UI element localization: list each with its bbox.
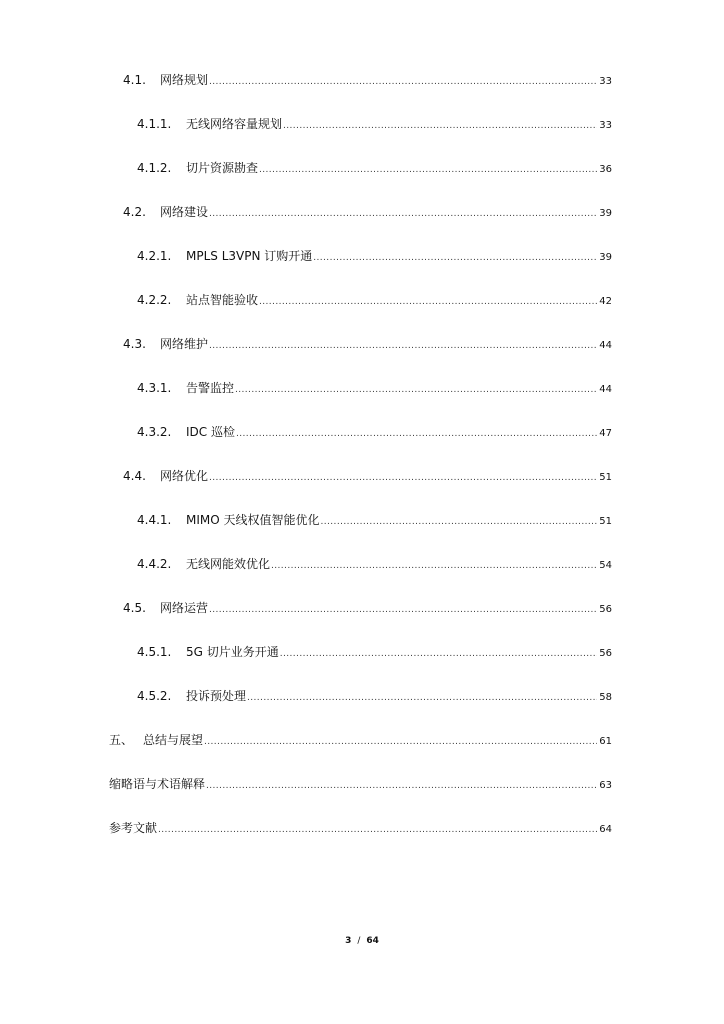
toc-dot-leader <box>209 336 597 356</box>
toc-dot-leader <box>235 380 597 400</box>
toc-dot-leader <box>247 688 597 708</box>
toc-entry-page: 58 <box>599 692 612 703</box>
toc-entry-page: 51 <box>599 516 612 527</box>
current-page-number: 3 <box>345 936 352 946</box>
toc-entry-title: 网络维护 <box>160 337 209 351</box>
toc-entry-page: 56 <box>599 648 612 659</box>
toc-entry-4-2-1[interactable] <box>137 246 612 266</box>
toc-entry-page: 47 <box>599 428 612 439</box>
toc-entry-4-3-1[interactable] <box>137 378 612 398</box>
toc-entry-title: MIMO 天线权值智能优化 <box>186 513 320 527</box>
toc-entry-title: 网络建设 <box>160 205 209 219</box>
toc-dot-leader <box>209 600 597 620</box>
toc-entry-title: 投诉预处理 <box>186 689 247 703</box>
toc-entry-number: 4.1.2. <box>137 161 172 175</box>
toc-entry-number: 4.3. <box>123 337 146 351</box>
toc-entry-page: 56 <box>599 604 612 615</box>
toc-entry-4-3[interactable] <box>123 334 612 354</box>
toc-entry-4-1-1[interactable] <box>137 114 612 134</box>
toc-dot-leader <box>209 204 597 224</box>
toc-entry-page: 61 <box>599 736 612 747</box>
toc-entry-number: 4.1. <box>123 73 146 87</box>
toc-entry-4-4[interactable] <box>123 466 612 486</box>
toc-dot-leader <box>236 424 597 444</box>
toc-dot-leader <box>206 776 597 796</box>
toc-entry-title: 网络规划 <box>160 73 209 87</box>
toc-entry-title: 无线网能效优化 <box>186 557 271 571</box>
toc-entry-number: 五、 <box>109 733 134 747</box>
toc-entry-page: 33 <box>599 120 612 131</box>
toc-entry-4-1-2[interactable] <box>137 158 612 178</box>
toc-entry-references[interactable] <box>109 818 612 838</box>
toc-entry-number: 4.3.1. <box>137 381 172 395</box>
toc-dot-leader <box>280 644 598 664</box>
toc-entry-title: 5G 切片业务开通 <box>186 645 279 659</box>
toc-entry-4-4-2[interactable] <box>137 554 612 574</box>
toc-entry-page: 64 <box>599 824 612 835</box>
toc-entry-title: 网络优化 <box>160 469 209 483</box>
toc-entry-number: 4.2. <box>123 205 146 219</box>
total-page-count: 64 <box>366 936 379 946</box>
toc-entry-page: 44 <box>599 384 612 395</box>
toc-dot-leader <box>158 820 597 840</box>
toc-entry-title: 总结与展望 <box>143 733 204 747</box>
toc-dot-leader <box>283 116 597 136</box>
toc-entry-4-3-2[interactable] <box>137 422 612 442</box>
page-number-separator: / <box>357 936 361 946</box>
toc-entry-number: 4.5. <box>123 601 146 615</box>
toc-entry-title: 告警监控 <box>186 381 235 395</box>
toc-entry-number: 4.4.2. <box>137 557 172 571</box>
toc-entry-page: 39 <box>599 252 612 263</box>
toc-entry-number: 4.4.1. <box>137 513 172 527</box>
toc-dot-leader <box>209 72 597 92</box>
toc-dot-leader <box>209 468 597 488</box>
toc-entry-page: 63 <box>599 780 612 791</box>
toc-entry-page: 51 <box>599 472 612 483</box>
toc-entry-title: 参考文献 <box>109 821 158 835</box>
toc-entry-page: 54 <box>599 560 612 571</box>
toc-entry-title: 站点智能验收 <box>186 293 259 307</box>
toc-dot-leader <box>204 732 597 752</box>
toc-entry-page: 39 <box>599 208 612 219</box>
toc-entry-title: 切片资源勘查 <box>186 161 259 175</box>
toc-entry-4-4-1[interactable] <box>137 510 612 530</box>
toc-entry-4-2-2[interactable] <box>137 290 612 310</box>
toc-entry-title: IDC 巡检 <box>186 425 235 439</box>
toc-entry-4-5-2[interactable] <box>137 686 612 706</box>
toc-entry-title: 网络运营 <box>160 601 209 615</box>
page-footer <box>0 936 724 946</box>
toc-entry-number: 4.3.2. <box>137 425 172 439</box>
toc-entry-title: MPLS L3VPN 订购开通 <box>186 249 313 263</box>
toc-entry-page: 33 <box>599 76 612 87</box>
toc-entry-number: 4.5.1. <box>137 645 172 659</box>
toc-entry-number: 4.2.2. <box>137 293 172 307</box>
toc-entry-abbreviations[interactable] <box>109 774 612 794</box>
toc-entry-number: 4.4. <box>123 469 146 483</box>
toc-dot-leader <box>313 248 597 268</box>
toc-entry-title: 无线网络容量规划 <box>186 117 283 131</box>
toc-entry-4-5[interactable] <box>123 598 612 618</box>
toc-entry-4-1[interactable] <box>123 70 612 90</box>
toc-entry-title: 缩略语与术语解释 <box>109 777 206 791</box>
toc-entry-chapter-5[interactable] <box>109 730 612 750</box>
toc-dot-leader <box>321 512 598 532</box>
toc-entry-number: 4.1.1. <box>137 117 172 131</box>
toc-entry-page: 44 <box>599 340 612 351</box>
toc-dot-leader <box>259 160 597 180</box>
toc-entry-number: 4.5.2. <box>137 689 172 703</box>
toc-dot-leader <box>259 292 597 312</box>
toc-entry-number: 4.2.1. <box>137 249 172 263</box>
toc-dot-leader <box>271 556 597 576</box>
toc-entry-page: 42 <box>599 296 612 307</box>
toc-entry-4-5-1[interactable] <box>137 642 612 662</box>
toc-entry-page: 36 <box>599 164 612 175</box>
toc-entry-4-2[interactable] <box>123 202 612 222</box>
